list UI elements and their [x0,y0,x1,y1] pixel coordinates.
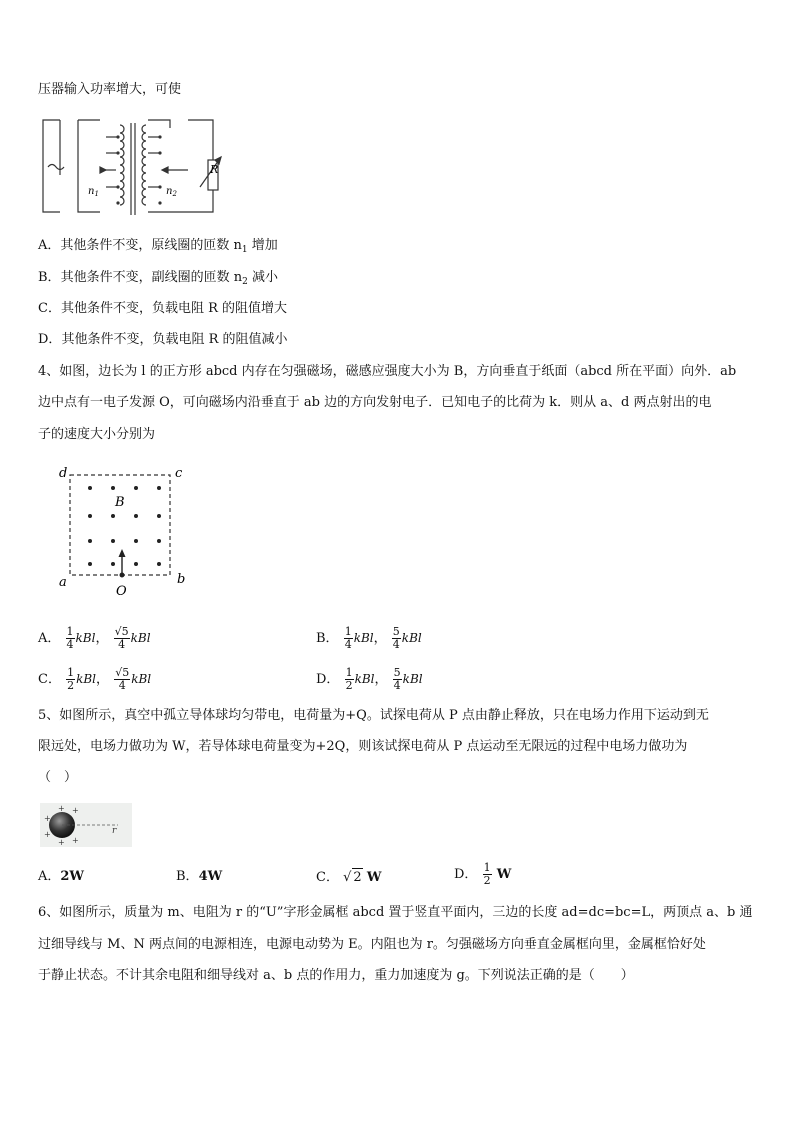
svg-text:+: + [58,804,65,813]
q6-stem-line2: 过细导线与 M、N 两点间的电源相连，电源电动势为 E。内阻也为 r。匀强磁场方向垂直金属框向里，金属框恰好处 [38,937,706,952]
q4-stem-line3: 子的速度大小分别为 [38,427,156,442]
label-o: O [116,584,127,598]
label-a: a [59,575,67,590]
q5-option-a: A．2W [38,869,85,884]
label-b-field: B [115,495,125,510]
q4-stem-line1: 4、如图，边长为 l 的正方形 abcd 内存在匀强磁场，磁感应强度大小为 B，方向垂直于纸面（abcd 所在平面）向外．ab [38,364,737,379]
q6-stem-line3: 于静止状态。不计其余电阻和细导线对 a、b 点的作用力，重力加速度为 g。下列说法正确的是（ ） [38,968,634,983]
svg-text:n2 [166,186,177,198]
q5-option-c: C． √ 2 W [316,870,382,885]
q3-option-c: C．其他条件不变，负载电阻 R 的阻值增大 [38,301,288,316]
n1-sub: 1 [94,190,99,198]
label-d: d [59,466,68,481]
q4-option-b: B． $\frac{1}{4}$ kBl， $\frac{5}{4}$ kBl [316,625,422,651]
n2-sub: 2 [172,190,177,198]
q5-stem-line1: 5、如图所示，真空中孤立导体球均匀带电，电荷量为+Q。试探电荷从 P 点由静止释放，只在电场力作用下运动到无 [38,708,709,723]
svg-text:+: + [58,838,65,847]
label-r: r [112,826,117,836]
svg-text:n1 [88,186,99,198]
q4-option-d: D． $\frac{1}{2}$ kBl， $\frac{5}{4}$ kBl [316,666,423,692]
svg-text:+: + [72,836,79,845]
svg-text:+: + [72,806,79,815]
q4-option-a: A． $\frac{1}{4}$ kBl， $\frac{√5}{4}$ kBl [38,625,151,651]
q5-option-d: D． $\frac{1}{2}$ W [454,861,512,887]
q4-stem-line2: 边中点有一电子发源 O，可向磁场内沿垂直于 ab 边的方向发射电子．已知电子的比荷为 k．则从 a、d 两点射出的电 [38,395,712,410]
label-c: c [175,466,183,481]
q5-option-b: B．4W [176,869,223,884]
svg-text:+: + [44,830,51,839]
magnetic-field-figure [55,463,195,598]
q5-stem-line2: 限远处，电场力做功为 W，若导体球电荷量变为+2Q，则该试探电荷从 P 点运动至无限远的过程中电场力做功为 [38,739,688,754]
q5-paren: （ ） [38,770,78,785]
q3-stem-tail: 压器输入功率增大，可使 [38,82,182,97]
charged-sphere-figure [40,803,132,847]
q4-option-c: C． $\frac{1}{2}$ kBl， $\frac{√5}{4}$ kBl [38,666,152,692]
transformer-figure [38,115,223,218]
label-b: b [177,572,186,587]
q6-stem-line1: 6、如图所示，质量为 m、电阻为 r 的“U”字形金属框 abcd 置于竖直平面内，三边的长度 ad=dc=bc=L，两顶点 a、b 通 [38,905,753,920]
q3-option-b: B．其他条件不变，副线圈的匝数 $n_2$ 减小 [38,270,278,287]
q3-option-d: D．其他条件不变，负载电阻 R 的阻值减小 [38,332,288,347]
n2-label: n [166,186,173,197]
n1-label: n [88,186,95,197]
r-label: R [210,163,219,176]
q3-option-a: A．其他条件不变，原线圈的匝数 $n_1$ 增加 [38,238,278,255]
svg-text:+: + [44,814,51,823]
